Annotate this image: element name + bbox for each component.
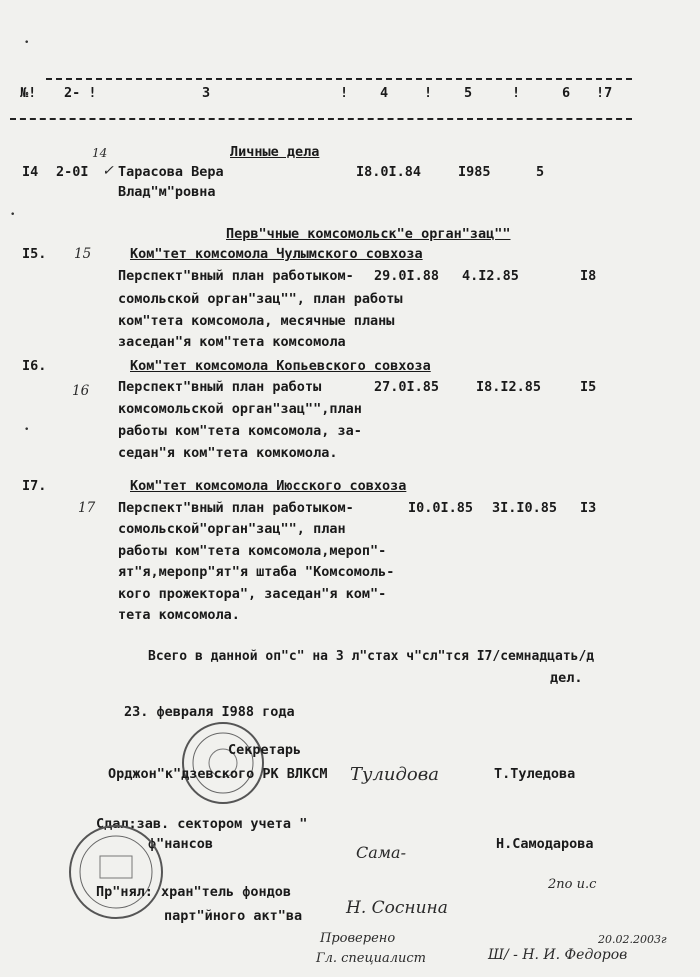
header-col-3: 3 [202,85,211,101]
scan-speck: • [24,425,30,435]
header-rule-bottom [10,118,632,120]
stamp-seal-icon [180,720,266,806]
entry-14-name-line1: Тарасова Вера [118,164,224,180]
entry-14-number: I4 [22,164,39,180]
section-title-personal: Личные дела [230,144,320,160]
scan-speck: • [10,210,16,220]
header-col-6: 6 [562,85,571,101]
header-sep-b: ! [424,85,433,101]
entry-15-hand-number: 15 [74,246,92,262]
entry-15-line2: сомольской орган"зац"", план работы [118,291,403,307]
header-rule-top [46,78,632,80]
entry-15-number: I5. [22,246,47,262]
entry-14-count: 5 [536,164,545,180]
entry-17-date-from: I0.0I.85 [408,500,474,516]
entry-16-number: I6. [22,358,47,374]
handed-line1: Сдал:зав. сектором учета " [96,816,308,832]
entry-15-line4: заседан"я ком"тета комсомола [118,334,346,350]
secretary-signature: Тулидова [350,764,439,785]
entry-15-line1: Перспект"вный план работыком- [118,268,354,284]
secretary-name: Т.Туледова [494,766,576,782]
handed-signature: Сама- [356,843,406,862]
entry-16-date-to: I8.I2.85 [476,379,542,395]
entry-17-line4: ят"я,меропр"ят"я штаба "Комсомоль- [118,564,395,580]
entry-17-heading: Ком"тет комсомола Июсского совхоза [130,478,407,494]
entry-15-count: I8 [580,268,597,284]
header-col-2: 2- ! [64,85,97,101]
accepted-signature: Н. Соснина [346,898,448,918]
entry-16-line1: Перспект"вный план работы [118,379,322,395]
entry-17-line6: тета комсомола. [118,607,240,623]
secretary-org: Орджон"к"дзевского РК ВЛКСМ [108,766,328,782]
header-col-1: №! [20,85,37,101]
accepted-line1: Пр"нял: хран"тель фондов [96,884,292,900]
entry-16-line2: комсомольской орган"зац"",план [118,401,362,417]
entry-15-date-to: 4.I2.85 [462,268,519,284]
handed-name: Н.Самодарова [496,836,594,852]
accepted-line2: парт"йного акт"ва [164,908,303,924]
scan-speck: • [24,38,30,48]
section-title-primary: Перв"чные комсомольск"е орган"зац"" [226,226,511,242]
entry-14-code: 2-0I [56,164,89,180]
check-icon: ✓ [102,163,114,179]
header-sep-a: ! [340,85,349,101]
entry-17-date-to: 3I.I0.85 [492,500,558,516]
entry-16-date-from: 27.0I.85 [374,379,440,395]
entry-16-hand-number: 16 [72,383,90,399]
verification-date: 20.02.2003г [598,933,667,946]
entry-14-hand-number: 14 [92,146,108,160]
entry-14-date: I8.0I.84 [356,164,422,180]
entry-16-count: I5 [580,379,597,395]
entry-14-year: I985 [458,164,491,180]
header-col-5: 5 [464,85,473,101]
entry-17-number: I7. [22,478,47,494]
header-sep-c: ! [512,85,521,101]
secretary-title: Секретарь [228,742,302,758]
entry-14-name-line2: Влад"м"ровна [118,184,216,200]
entry-17-line5: кого прожектора", заседан"я ком"- [118,586,387,602]
summary-line1: Всего в данной оп"с" на 3 л"стах ч"сл"тся I7/семнадцать/д [148,649,595,664]
entry-17-line1: Перспект"вный план работыком- [118,500,354,516]
summary-line2: дел. [550,670,583,686]
entry-16-line4: седан"я ком"тета комкомола. [118,445,338,461]
entry-17-line2: сомольской"орган"зац"", план [118,521,346,537]
verification-line1: Проверено [320,931,396,946]
entry-15-date-from: 29.0I.88 [374,268,440,284]
header-col-7: !7 [596,85,613,101]
entry-17-line3: работы ком"тета комсомола,мероп"- [118,543,387,559]
entry-16-line3: работы ком"тета комсомола, за- [118,423,362,439]
handed-line2: ф"нансов [148,836,214,852]
entry-15-heading: Ком"тет комсомола Чулымского совхоза [130,246,423,262]
entry-17-hand-number: 17 [78,500,96,516]
entry-17-count: I3 [580,500,597,516]
entry-15-line3: ком"тета комсомола, месячные планы [118,313,395,329]
entry-16-heading: Ком"тет комсомола Копьевского совхоза [130,358,431,374]
verification-signature: Ш/ - Н. И. Федоров [488,947,628,963]
stamp-seal-icon [66,822,166,922]
document-date: 23. февраля I988 года [124,704,295,720]
header-col-4: 4 [380,85,389,101]
verification-line2: Гл. специалист [316,951,426,966]
accepted-note: 2по и.с [548,877,597,892]
